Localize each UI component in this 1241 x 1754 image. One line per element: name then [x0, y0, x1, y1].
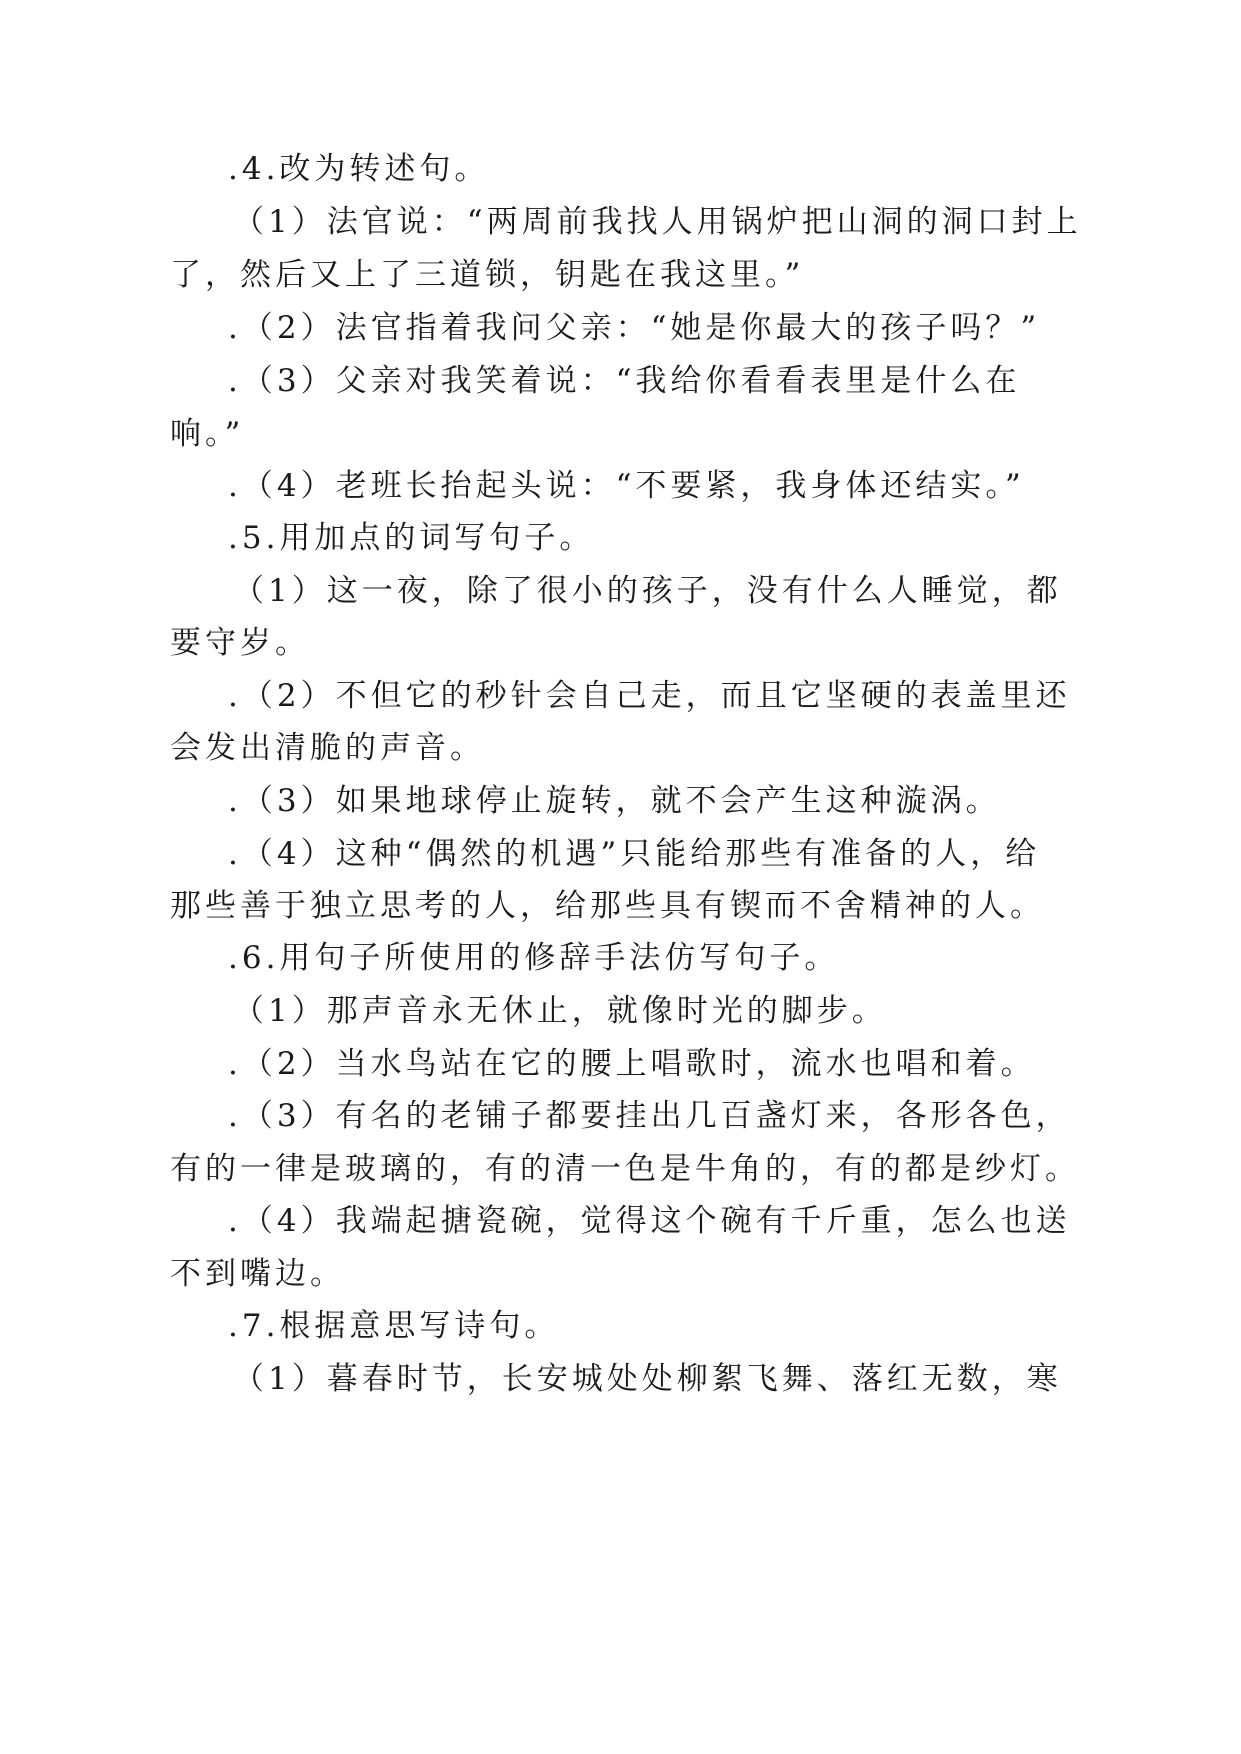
text-line: .（3）如果地球停止旋转，就不会产生这种漩涡。	[228, 783, 1001, 819]
text-line: .（2）不但它的秒针会自己走，而且它坚硬的表盖里还	[228, 678, 1071, 714]
text-line: 那些善于独立思考的人，给那些具有锲而不舍精神的人。	[170, 888, 1045, 924]
text-line: 响。”	[170, 416, 245, 452]
text-line: （1）法官说：“两周前我找人用锅炉把山洞的洞口封上	[233, 204, 1082, 240]
text-line: .（2）当水鸟站在它的腰上唱歌时，流水也唱和着。	[228, 1046, 1036, 1082]
text-line: （1）这一夜，除了很小的孩子，没有什么人睡觉，都	[233, 573, 1062, 609]
text-line: .4.改为转述句。	[228, 151, 490, 187]
text-line: .（4）我端起搪瓷碗，觉得这个碗有千斤重，怎么也送	[228, 1203, 1071, 1239]
text-line: .（4）这种“偶然的机遇”只能给那些有准备的人，给	[228, 836, 1041, 872]
text-line: （1）那声音永无休止，就像时光的脚步。	[233, 993, 887, 1029]
text-line: .7.根据意思写诗句。	[228, 1308, 560, 1344]
text-line: .（4）老班长抬起头说：“不要紧，我身体还结实。”	[228, 468, 1025, 504]
text-line: .5.用加点的词写句子。	[228, 520, 595, 556]
text-line: 要守岁。	[170, 625, 310, 661]
text-line: （1）暮春时节，长安城处处柳絮飞舞、落红无数，寒	[233, 1361, 1062, 1397]
text-line: .（2）法官指着我问父亲：“她是你最大的孩子吗？”	[228, 310, 1041, 346]
text-line: 有的一律是玻璃的，有的清一色是牛角的，有的都是纱灯。	[170, 1151, 1080, 1187]
text-line: .6.用句子所使用的修辞手法仿写句子。	[228, 940, 840, 976]
text-line: 了，然后又上了三道锁，钥匙在我这里。”	[170, 257, 805, 293]
text-line: .（3）有名的老铺子都要挂出几百盏灯来，各形各色，	[228, 1098, 1071, 1134]
text-line: .（3）父亲对我笑着说：“我给你看看表里是什么在	[228, 363, 1021, 399]
text-line: 不到嘴边。	[170, 1256, 345, 1292]
text-line: 会发出清脆的声音。	[170, 730, 485, 766]
